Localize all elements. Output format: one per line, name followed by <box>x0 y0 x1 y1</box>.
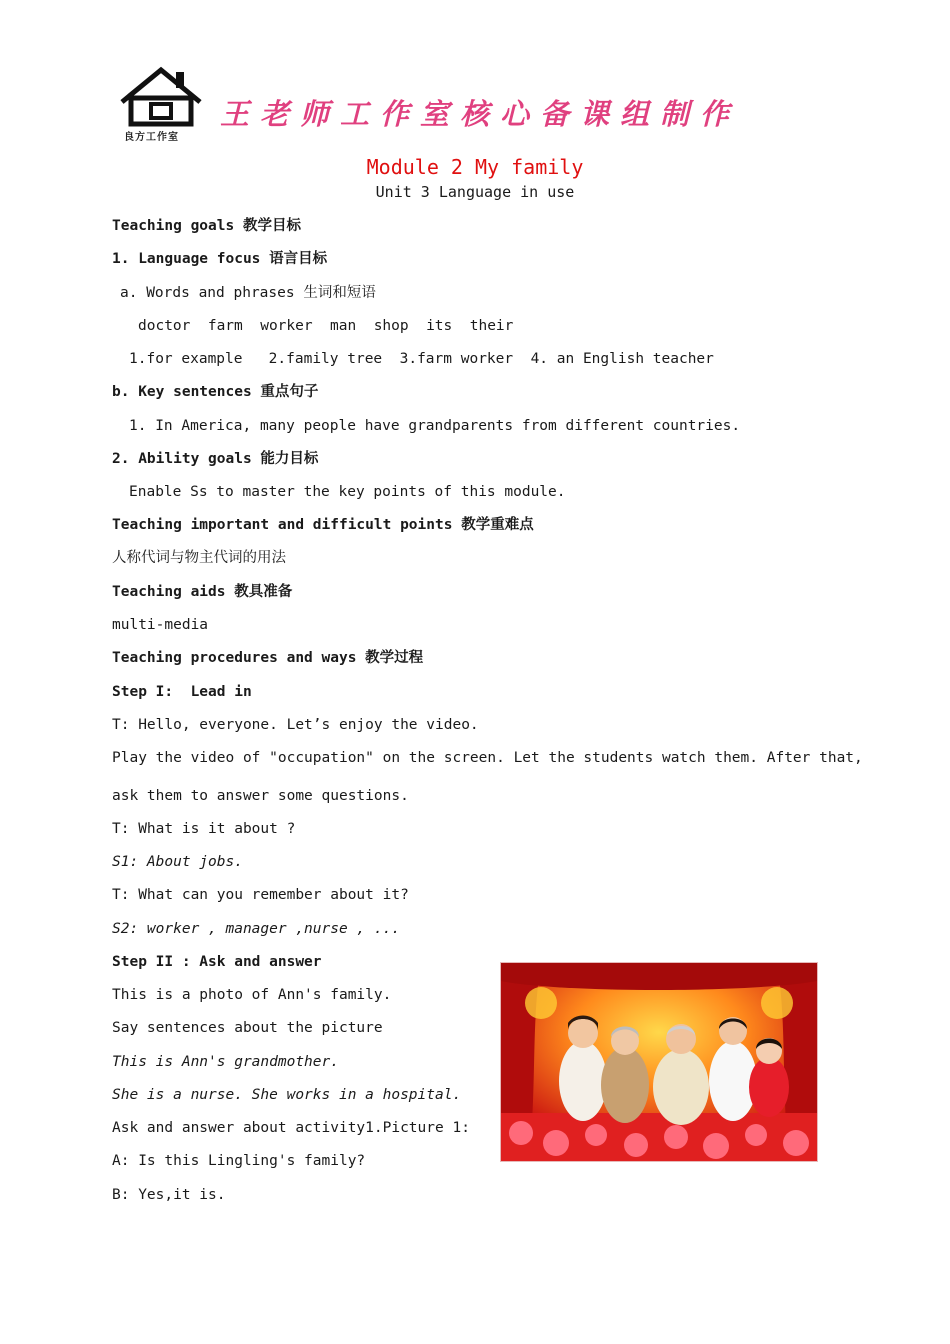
student-answer-2: S2: worker , manager ,nurse , ... <box>112 921 401 937</box>
important-points-heading: Teaching important and difficult points 教学重难点 <box>112 517 534 533</box>
dialogue-a-line: A: Is this Lingling's family? <box>112 1153 366 1169</box>
teaching-aids-text: multi-media <box>112 617 209 633</box>
phrase-list: 1.for example 2.family tree 3.farm worker 4. an English teacher <box>129 351 714 367</box>
grandmother-line: This is Ann's grandmother. <box>112 1054 339 1070</box>
say-sentences-line: Say sentences about the picture <box>112 1020 383 1036</box>
unit-subtitle: Unit 3 Language in use <box>375 183 575 201</box>
language-focus-heading: 1. Language focus 语言目标 <box>112 251 328 267</box>
teaching-aids-heading: Teaching aids 教具准备 <box>112 584 293 600</box>
family-photo <box>500 962 818 1162</box>
module-title: Module 2 My family <box>366 155 584 179</box>
ability-goals-heading: 2. Ability goals 能力目标 <box>112 451 319 467</box>
photo-intro-line: This is a photo of Ann's family. <box>112 987 392 1003</box>
nurse-line: She is a nurse. She works in a hospital. <box>112 1087 462 1103</box>
words-phrases-heading: a. Words and phrases 生词和短语 <box>120 285 376 301</box>
ability-goals-text: Enable Ss to master the key points of this module. <box>129 484 566 500</box>
ask-them-line: ask them to answer some questions. <box>112 788 409 804</box>
header <box>118 66 768 146</box>
step-2-heading: Step II : Ask and answer <box>112 954 322 970</box>
teaching-goals-heading: Teaching goals 教学目标 <box>112 218 301 234</box>
key-sentences-heading: b. Key sentences 重点句子 <box>112 384 319 400</box>
ask-answer-line: Ask and answer about activity1.Picture 1: <box>112 1120 470 1136</box>
dialogue-b-line: B: Yes,it is. <box>112 1187 226 1203</box>
student-answer-1: S1: About jobs. <box>112 854 243 870</box>
logo-caption: 良方工作室 <box>124 132 179 143</box>
teacher-question-2: T: What can you remember about it? <box>112 887 409 903</box>
teacher-hello-line: T: Hello, everyone. Let’s enjoy the video. <box>112 717 479 733</box>
important-points-text: 人称代词与物主代词的用法 <box>112 550 286 566</box>
word-list: doctor farm worker man shop its their <box>138 318 514 334</box>
step-1-heading: Step I: Lead in <box>112 684 252 700</box>
key-sentence-1: 1. In America, many people have grandparents from different countries. <box>129 418 741 434</box>
play-video-line: Play the video of "occupation" on the screen. Let the students watch them. After that, <box>112 750 863 766</box>
teacher-question-1: T: What is it about ? <box>112 821 296 837</box>
studio-banner: 王老师工作室核心备课组制作 <box>220 97 741 131</box>
procedures-heading: Teaching procedures and ways 教学过程 <box>112 650 424 666</box>
